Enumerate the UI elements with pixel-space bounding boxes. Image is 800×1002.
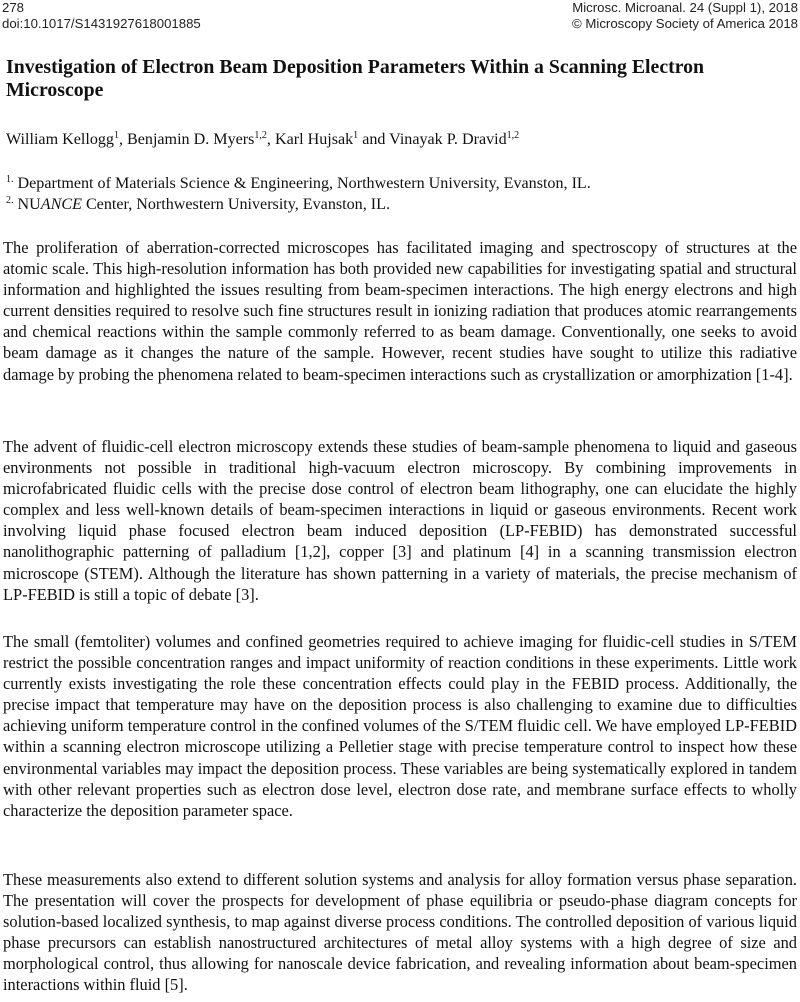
author-separator: ,: [118, 131, 128, 148]
body-paragraph-2: The advent of fluidic-cell electron microscopy extends these studies of beam-sample phenomena to liquid and gaseous environments not possible in traditional high-vacuum electron microscopy. By combining improvements in microfabricated fluidic cells with the precise dose control of electron beam lithography, one can elucidate the highly complex and less well-known details of beam-specimen interactions in liquid or gaseous environments. Recent work involving liquid phase focused electron beam induced deposition (LP-FEBID) has demonstrated successful nanolithographic patterning of palladium [1,2], copper [3] and platinum [4] in a scanning transmission electron microscope (STEM). Although the literature has shown patterning in a variety of materials, the precise mechanism of LP-FEBID is still a topic of debate [3].: [3, 437, 797, 604]
author-name: William Kellogg: [6, 131, 114, 148]
affiliation-prefix: NU: [17, 196, 41, 213]
affiliation-text: Center, Northwestern University, Evanston, IL.: [81, 196, 390, 213]
author-name: Vinayak P. Dravid: [389, 131, 507, 148]
author-affiliation-mark: 1,2: [254, 130, 267, 141]
affiliation-emphasis: ANCE: [40, 196, 82, 213]
affiliation-2: [6, 195, 796, 215]
affiliation-text: Department of Materials Science & Engineering, Northwestern University, Evanston, IL.: [17, 175, 591, 192]
affiliation-1: [6, 174, 796, 194]
body-paragraph-1: The proliferation of aberration-corrected microscopes has facilitated imaging and spectroscopy of structures at the atomic scale. This high-resolution information has both provided new capabilities for investigating spatial and structural information and highlighted the issues resulting from beam-specimen interactions. The high energy electrons and high current densities required to resolve such fine structures result in ionizing radiation that produces atomic rearrangements and chemical reactions within the sample commonly referred to as beam damage. Conventionally, one seeks to avoid beam damage as it changes the nature of the sample. However, recent studies have sought to utilize this radiative damage by probing the phenomena related to beam-specimen interactions such as crystallization or amorphization [1-4].: [3, 238, 797, 384]
affiliation-mark: 1.: [6, 174, 14, 185]
author-separator: ,: [266, 131, 275, 148]
author-name: Karl Hujsak: [274, 131, 354, 148]
doi: doi:10.1017/S1431927618001885: [2, 16, 201, 31]
author-list: [6, 130, 796, 150]
body-paragraph-4: These measurements also extend to different solution systems and analysis for alloy formation versus phase separation. The presentation will cover the prospects for development of phase equilibria or pseudo-phase diagram concepts for solution-based localized synthesis, to map against diverse process conditions. The controlled deposition of various liquid phase precursors can establish nanostructured architectures of metal alloy systems with a high degree of size and morphological control, thus allowing for nanoscale device fabrication, and revealing information about beam-specimen interactions within fluid [5].: [3, 870, 797, 995]
author-name: Benjamin D. Myers: [127, 131, 255, 148]
author-affiliation-mark: 1: [353, 130, 359, 141]
copyright: © Microscopy Society of America 2018: [572, 16, 798, 31]
journal-citation: Microsc. Microanal. 24 (Suppl 1), 2018: [572, 0, 798, 15]
page-number: 278: [2, 0, 25, 15]
author-affiliation-mark: 1,2: [506, 130, 520, 141]
affiliation-mark: 2.: [6, 195, 14, 206]
author-separator: and: [358, 131, 390, 148]
body-paragraph-3: The small (femtoliter) volumes and confined geometries required to achieve imaging for fluidic-cell studies in S/TEM restrict the possible concentration ranges and impact uniformity of reaction conditions in these experiments. Little work currently exists investigating the role these concentration effects could play in the FEBID process. Additionally, the precise impact that temperature may have on the deposition process is also challenging to examine due to difficulties achieving uniform temperature control in the confined volumes of the S/TEM fluidic cell. We have employed LP-FEBID within a scanning electron microscope utilizing a Pelletier stage with precise temperature control to inspect how these environmental variables may impact the deposition process. These variables are being systematically explored in tandem with other relevant properties such as electron dose level, electron dose rate, and membrane surface effects to wholly characterize the deposition parameter space.: [3, 632, 797, 820]
paper-title: Investigation of Electron Beam Deposition Parameters Within a Scanning Electron Microscope: [6, 56, 705, 101]
author-affiliation-mark: 1: [113, 130, 119, 141]
